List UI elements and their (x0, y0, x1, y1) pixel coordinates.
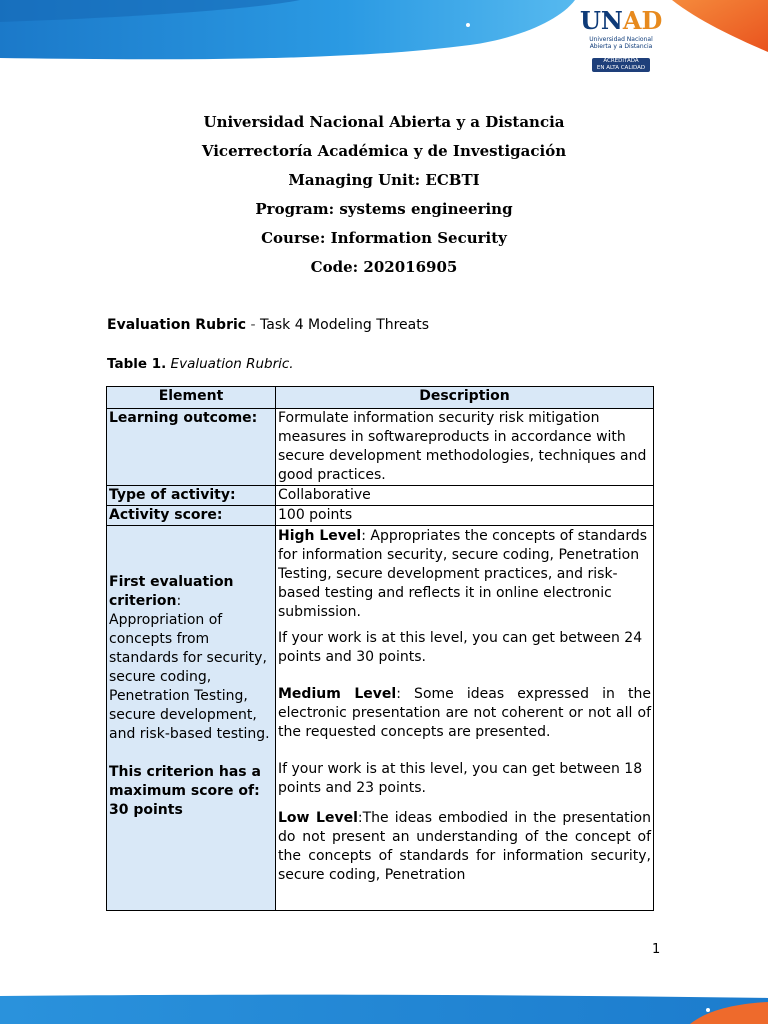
table-row (107, 409, 654, 486)
row-label-activity-type: Type of activity: (107, 486, 276, 506)
rubric-table (106, 386, 654, 911)
row-value-learning-outcome: Formulate information security risk mitigation measures in softwareproducts in accordance with secure development methodologies, techniques and good practices. (276, 409, 654, 486)
high-level-score: If your work is at this level, you can get between 24 points and 30 points. (278, 630, 643, 665)
rubric-title-dash: - (246, 317, 261, 333)
vice-rectorate: Vicerrectoría Académica y de Investigación (201, 142, 567, 160)
criterion-description: Appropriation of concepts from standards for security, secure coding, Penetration Testing, secure development, and risk-based testing. (109, 612, 270, 742)
medium-level-body: : Some ideas expressed in the electronic presentation are not coherent or not all of the requested concepts are presented. (278, 686, 651, 740)
criterion-label-cell (107, 526, 276, 911)
row-value-activity-score: 100 points (276, 506, 654, 526)
managing-unit: Managing Unit: ECBTI (288, 171, 480, 189)
rubric-title-bold: Evaluation Rubric (107, 317, 247, 333)
banner-wave-bottom (0, 994, 768, 1024)
table-row (107, 486, 654, 506)
footer-banner (0, 994, 768, 1024)
high-level-body: : Appropriates the concepts of standards for information security, secure coding, Penetration Testing, secure development practices, and risk-based testing and reflects it in online electronic submission. (278, 528, 648, 620)
program: Program: systems engineering (255, 200, 513, 218)
badge-line-2: EN ALTA CALIDAD (596, 65, 646, 71)
page-number: 1 (652, 942, 661, 957)
row-label-learning-outcome: Learning outcome: (107, 409, 276, 486)
row-value-activity-type: Collaborative (276, 486, 654, 506)
high-level-text (278, 527, 651, 622)
header-description: Description (276, 387, 654, 409)
rubric-title-task: Task 4 Modeling Threats (260, 317, 430, 333)
document-header (0, 108, 768, 282)
table-caption (107, 356, 294, 372)
criterion-name-text: First evaluation criterion (109, 574, 234, 609)
criterion-name (109, 527, 273, 611)
logo-subtitle: Universidad Nacional Abierta y a Distancia (589, 36, 653, 50)
criterion-max-score: This criterion has a maximum score of: 30 points (109, 764, 261, 818)
high-level-label: High Level (278, 528, 362, 544)
table-header-row (107, 387, 654, 409)
rubric-title (107, 317, 429, 333)
logo-wordmark-un: UN (580, 6, 623, 35)
course-code: Code: 202016905 (310, 258, 458, 276)
logo-wordmark-ad: AD (622, 6, 663, 35)
badge-line-1: ACREDITADA (603, 58, 639, 64)
medium-level-score: If your work is at this level, you can get between 18 points and 23 points. (278, 761, 643, 796)
medium-level-label: Medium Level (278, 686, 397, 702)
medium-level-text (278, 685, 651, 742)
criterion-name-colon: : (176, 593, 182, 609)
logo-wordmark (580, 8, 662, 34)
table-caption-title: Evaluation Rubric. (170, 356, 294, 372)
low-level-label: Low Level (278, 810, 358, 826)
table-row (107, 526, 654, 911)
course: Course: Information Security (261, 229, 507, 247)
criterion-description-cell (276, 526, 654, 911)
accreditation-badge (592, 58, 650, 72)
row-label-activity-score: Activity score: (107, 506, 276, 526)
low-level-text (278, 809, 651, 885)
header-element: Element (107, 387, 276, 409)
table-row (107, 506, 654, 526)
university-name: Universidad Nacional Abierta y a Distancia (203, 113, 565, 131)
unad-logo (580, 8, 662, 76)
table-caption-number: Table 1. (107, 356, 167, 372)
low-level-body: :The ideas embodied in the presentation do not present an understanding of the concept of the concepts of standards for information security, secure coding, Penetration (278, 810, 651, 883)
